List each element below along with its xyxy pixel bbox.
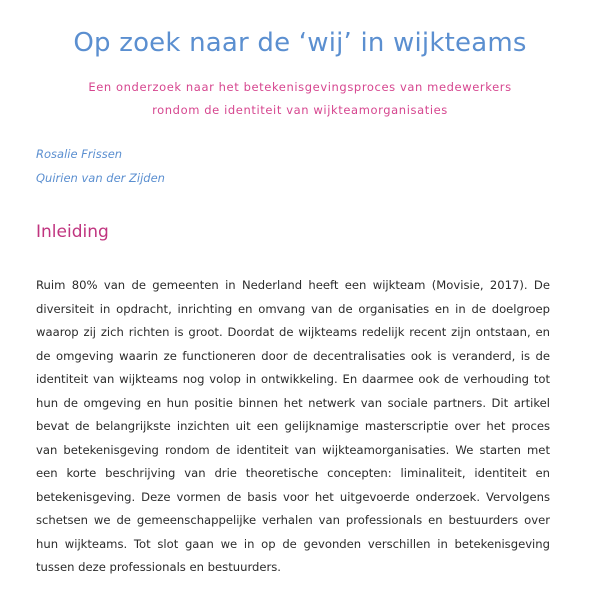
subtitle-line: Een onderzoek naar het betekenisgevingsproces van medewerkers [88, 80, 512, 94]
document-subtitle [0, 76, 600, 122]
section-heading: Inleiding [36, 222, 109, 242]
body-paragraph: Ruim 80% van de gemeenten in Nederland heeft een wijkteam (Movisie, 2017). De diversiteit in opdracht, inrichting en omvang van de organisaties en in de doelgroep waarop zij zich richten is groot. Doordat de wijkteams redelijk recent zijn ontstaan, en de omgeving waarin ze functioneren door de decentralisaties ook is veranderd, is de identiteit van wijkteams nog volop in ontwikkeling. En daarmee ook de verhouding tot hun de omgeving en hun positie binnen het netwerk van sociale partners. Dit artikel bevat de belangrijkste inzichten uit een gelijknamige masterscriptie over het proces van betekenisgeving rondom de identiteit van wijkteamorganisaties. We starten met een korte beschrijving van drie theoretische concepten: liminaliteit, identiteit en betekenisgeving. Deze vormen de basis voor het uitgevoerde onderzoek. Vervolgens schetsen we de gemeenschappelijke verhalen van professionals en bestuurders over hun wijkteams. Tot slot gaan we in op de gevonden verschillen in betekenisgeving tussen deze professionals en bestuurders. [36, 278, 550, 574]
author-list [36, 142, 165, 190]
subtitle-line: rondom de identiteit van wijkteamorganisaties [152, 103, 448, 117]
document-title: Op zoek naar de ‘wij’ in wijkteams [73, 28, 527, 58]
author-name: Quirien van der Zijden [36, 171, 165, 185]
author-name: Rosalie Frissen [36, 147, 123, 161]
